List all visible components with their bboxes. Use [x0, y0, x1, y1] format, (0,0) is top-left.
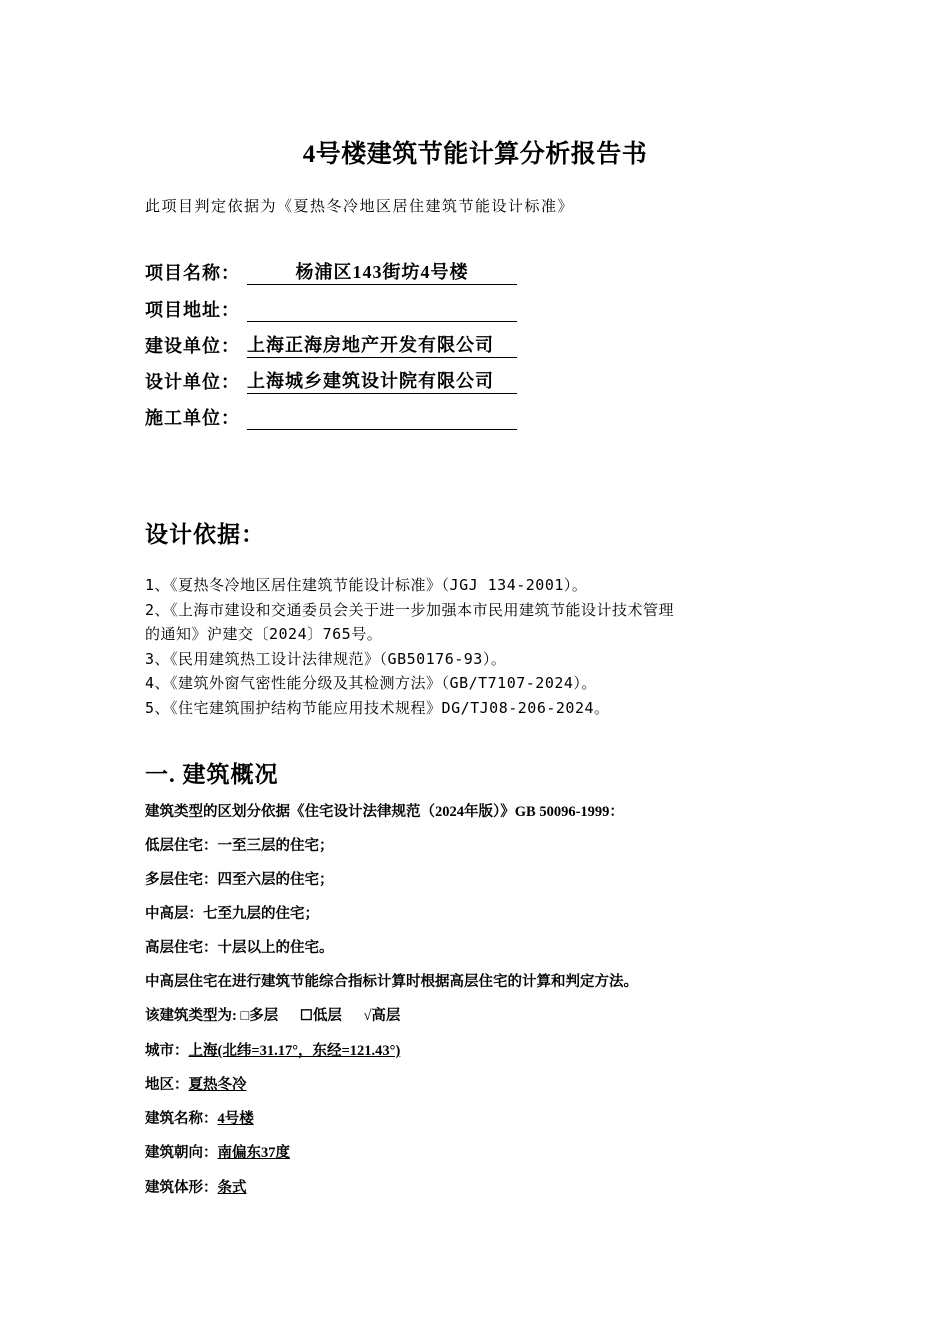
- design-unit-value: 上海城乡建筑设计院有限公司: [247, 369, 517, 394]
- orientation-label: 建筑朝向：: [145, 1145, 218, 1161]
- project-address-row: [145, 297, 240, 323]
- region-label: 地区：: [145, 1077, 189, 1093]
- city-label: 城市：: [145, 1043, 189, 1059]
- project-address-label: 项目地址：: [145, 300, 240, 320]
- builder-unit-label: 施工单位：: [145, 408, 240, 428]
- reference-item: 3、《民用建筑热工设计法律规范》（GB50176-93）。: [145, 649, 507, 668]
- construction-unit-label: 建设单位：: [145, 336, 240, 356]
- reference-item: 4、《建筑外窗气密性能分级及其检测方法》（GB/T7107-2024）。: [145, 674, 597, 692]
- orientation-value: 南偏东37度: [217, 1145, 290, 1161]
- high-rise-definition: 高层住宅：十层以上的住宅。: [145, 940, 334, 956]
- design-basis-heading: 设计依据：: [145, 522, 265, 547]
- building-shape-value: 条式: [217, 1180, 247, 1196]
- building-shape-label: 建筑体形：: [145, 1180, 218, 1196]
- orientation-row: [145, 1141, 290, 1162]
- low-rise-definition: 低层住宅：一至三层的住宅；: [145, 838, 334, 854]
- construction-unit-row: [145, 333, 494, 359]
- city-row: [145, 1039, 400, 1060]
- section-overview-heading: 一. 建筑概况: [145, 762, 279, 787]
- city-value: 上海(北纬=31.17°，东经=121.43°): [188, 1043, 401, 1059]
- project-name-row: [145, 260, 469, 286]
- region-value: 夏热冬冷: [188, 1077, 247, 1093]
- project-address-value: [247, 297, 517, 322]
- design-unit-label: 设计单位：: [145, 372, 240, 392]
- mid-high-definition: 中高层：七至九层的住宅；: [145, 906, 319, 922]
- type-option-low: ☐低层: [299, 1008, 342, 1024]
- reference-item: 5、《住宅建筑围护结构节能应用技术规程》DG/TJ08-206-2024。: [145, 698, 610, 717]
- construction-unit-value: 上海正海房地产开发有限公司: [247, 333, 517, 358]
- building-type-row: [145, 1004, 400, 1025]
- project-name-label: 项目名称：: [145, 263, 240, 283]
- building-name-label: 建筑名称：: [145, 1111, 218, 1127]
- project-name-value: 杨浦区143街坊4号楼: [247, 260, 517, 285]
- building-name-value: 4号楼: [217, 1111, 254, 1127]
- building-shape-row: [145, 1176, 247, 1197]
- reference-list: [145, 573, 815, 720]
- mid-high-calc-note: 中高层住宅在进行建筑节能综合指标计算时根据高层住宅的计算和判定方法。: [145, 974, 638, 990]
- region-row: [145, 1073, 247, 1094]
- type-option-high: √高层: [363, 1008, 401, 1024]
- builder-unit-row: [145, 405, 240, 431]
- reference-item: 2、《上海市建设和交通委员会关于进一步加强本市民用建筑节能设计技术管理: [145, 600, 675, 619]
- reference-item: 1、《夏热冬冷地区居住建筑节能设计标准》（JGJ 134-2001）。: [145, 576, 588, 594]
- building-name-row: [145, 1107, 254, 1128]
- classification-note: 建筑类型的区划分依据《住宅设计法律规范（2024年版）》GB 50096-1999：: [145, 804, 624, 820]
- basis-statement: 此项目判定依据为《夏热冬冷地区居住建筑节能设计标准》: [145, 199, 575, 215]
- report-title: 4号楼建筑节能计算分析报告书: [302, 141, 648, 168]
- builder-unit-value: [247, 405, 517, 430]
- type-option-multi: □多层: [240, 1008, 279, 1024]
- multi-rise-definition: 多层住宅：四至六层的住宅；: [145, 872, 334, 888]
- reference-item-continued: 的通知》沪建交〔2024〕765号。: [145, 625, 383, 643]
- design-unit-row: [145, 369, 494, 395]
- building-type-label: 该建筑类型为:: [145, 1008, 237, 1024]
